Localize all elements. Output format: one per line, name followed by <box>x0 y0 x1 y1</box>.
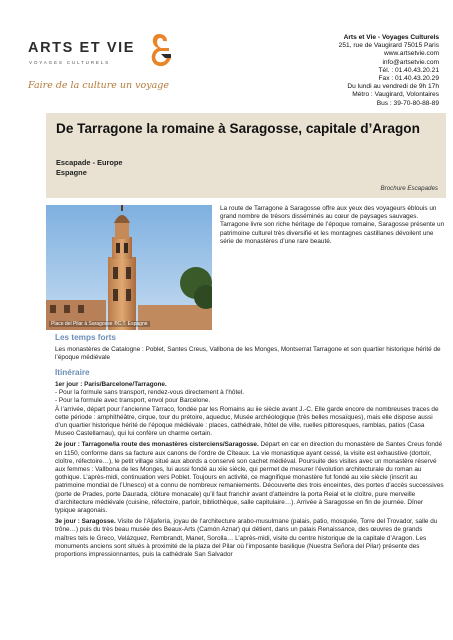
contact-block <box>239 34 439 108</box>
trip-category <box>56 158 123 177</box>
contact-metro: Métro : Vaugirard, Volontaires <box>352 91 439 99</box>
tower-illustration <box>46 205 212 330</box>
day-3-title: 3e jour : Saragosse. <box>55 518 116 526</box>
logo-wordmark: ARTS ET VIE <box>28 40 136 56</box>
page-title: De Tarragone la romaine à Saragosse, capitale d’Aragon <box>56 121 420 136</box>
day-2 <box>55 441 445 515</box>
contact-bus: Bus : 39-70-80-88-89 <box>376 99 439 107</box>
contact-address: 251, rue de Vaugirard 75015 Paris <box>338 42 439 50</box>
intro-paragraph: La route de Tarragone à Saragosse offre aux yeux des voyageurs éblouis un grand nombre de trésors disséminés au cœur de paysages sauvages. Tarragone livre son riche héritage de l’époque romaine, Saragosse présente un patrimoine culturel très diversifié et les montagnes castillanes dévoilent une série de monastères d’une rare beauté. <box>220 205 445 245</box>
title-band <box>46 113 446 198</box>
contact-org: Arts et Vie - Voyages Culturels <box>343 34 439 41</box>
contact-website-link[interactable]: www.artsetvie.com <box>384 50 439 58</box>
trip-country: Espagne <box>56 167 87 177</box>
contact-fax: Fax : 01.40.43.20.29 <box>378 75 439 83</box>
contact-phone: Tél. : 01.40.43.20.21 <box>378 66 439 74</box>
day-2-title: 2e jour : Tarragone/la route des monastères cisterciens/Saragosse. <box>55 441 259 449</box>
day-2-text: Départ en car en direction du monastère de Santes Creus fondé en 1150, conforme dans sa facture aux canons de l’ordre de Cîteaux. La vie monastique ayant cessé, la visite est exhaustive (dortoir, cloître, réfectoire…), le petit village situé aux abords a conservé son cachet médiéval. Poursuite des visites avec un monastère réservé aux femmes : Vallbona de les Monges, lui aussi fondé au xiie siècle, qui permet de mesurer l’évolution architecturale du roman au gothique. L’après-midi, continuation vers Poblet. Toujours en activité, ce magnifique monastère fut fondé au xiie siècle (inscrit au patrimoine mondial de l’Unesco) et a connu de nombreux remaniements. Découverte des trois enceintes, des portes d’accès successives (porte de Prades, porte Daurada, clôture monacale) qu’il faut franchir avant d’atteindre la porta Reial et le cloître, pure merveille d’architecture médiévale (cuisine, réfectoire, parloir, bibliothèque, salle capitulaire…). Arrivée à Saragosse en fin de journée. Dîner typique aragonais. <box>55 441 444 515</box>
pilar-photo <box>46 205 212 330</box>
itinerary-heading: Itinéraire <box>55 368 90 377</box>
highlights-text: Les monastères de Catalogne : Poblet, Santes Creus, Vallbona de les Monges, Montserrat Tarragone et son quartier historique hérité de l’époque médiévale <box>55 346 441 362</box>
itinerary-body <box>55 381 445 562</box>
logo-tagline: Faire de la culture un voyage <box>28 80 169 91</box>
day-3-text: Visite de l’Aljafería, joyau de l’architecture arabo-musulmane (palais, patio, mosquée, Torre del Trovador, salle du trône…) puis du très beau musée des Beaux-Arts (Camón Aznar) qui détient, dans un palais Renaissance, des œuvres de grands maîtres tels le Greco, Velázquez, Rembrandt, Manet, Sorolla… L’après-midi, visite du centre historique de la capitale d’Aragon. Les monuments anciens sont situés à proximité de la plaza del Pilar où l’imposante basilique (Nuestra Señora del Pilar) présente des proportions impressionnantes, puis la cathédrale San Salvador <box>55 518 438 559</box>
ampersand-logo-icon <box>145 30 175 74</box>
contact-hours: Du lundi au vendredi de 9h 17h <box>347 83 439 91</box>
day-1-text: À l’arrivée, départ pour l’ancienne Tàrraco, fondée par les Romains au iie siècle avant J.-C. Elle garde encore de nombreuses traces de cette période : amphithéâtre, cirque, tour du prétoire, aqueduc, Musée archéologique (très belles mosaïques), mais elle dispose aussi d’un quartier historique hérité de l’époque médiévale : places, cathédrale, hôtel de ville, ruelles pittoresques, ramblas, patios (Casa Museo Castellarnau), qui lui confère un charme certain. <box>55 405 439 438</box>
day-1-option-2: - Pour la formule avec transport, envol pour Barcelone. <box>55 397 211 405</box>
day-1-option-1: - Pour la formule sans transport, rendez-vous directement à l’hôtel. <box>55 389 244 397</box>
day-1 <box>55 381 445 438</box>
day-1-title: 1er jour : Paris/Barcelone/Tarragone. <box>55 381 167 388</box>
arts-et-vie-logo <box>28 30 213 100</box>
photo-caption: Place del Pilar à Saragosse ®C.T. Espagne <box>51 321 148 327</box>
brochure-label: Brochure Escapades <box>380 185 438 192</box>
logo-subtitle: VOYAGES CULTURELS <box>29 60 110 65</box>
trip-type: Escapade - Europe <box>56 158 123 167</box>
contact-email-link[interactable]: info@artsetvie.com <box>382 58 439 66</box>
highlights-heading: Les temps forts <box>55 333 116 342</box>
day-3 <box>55 518 445 559</box>
